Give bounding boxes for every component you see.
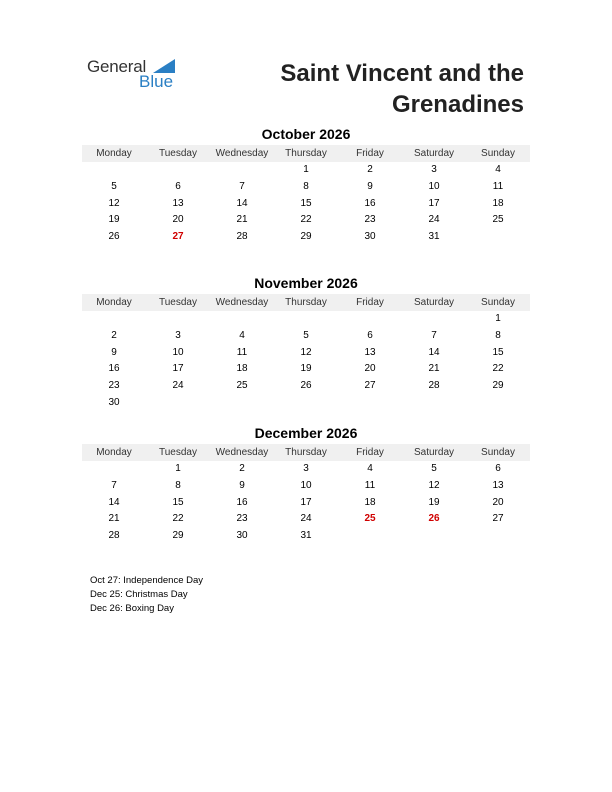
weekday-label: Thursday [285,148,327,159]
weekday-label: Wednesday [215,297,269,308]
day-cell: 20 [364,363,376,375]
weekday-header-row [82,444,530,461]
week-row [82,361,530,378]
page-title [194,58,524,120]
week-row [82,345,530,362]
day-cell: 22 [492,363,504,375]
day-cell [338,528,402,545]
day-cell: 2 [111,329,117,341]
day-cell: 24 [428,214,440,226]
day-cell: 16 [108,363,120,375]
day-cell: 30 [108,396,120,408]
week-row [82,311,530,328]
day-cell: 28 [236,231,248,243]
day-cell: 20 [172,214,184,226]
day-cell: 4 [367,463,373,474]
day-cell: 22 [300,214,312,226]
day-cell: 23 [364,214,376,226]
day-cell: 30 [364,231,376,243]
day-cell: 14 [108,496,120,508]
day-cell: 26 [108,231,120,243]
day-cell: 23 [108,380,120,392]
week-row [82,478,530,495]
day-cell: 1 [175,463,181,474]
logo-general-text: General [87,57,147,76]
month-october [82,125,530,246]
weekday-label: Saturday [413,447,455,458]
day-cell: 6 [495,463,501,474]
weekday-label: Thursday [285,447,327,458]
day-cell: 15 [300,197,312,209]
day-cell: 8 [303,180,309,192]
day-cell: 23 [236,513,248,525]
day-cell [466,395,530,412]
month-november [82,274,530,412]
day-cell: 2 [239,463,245,474]
day-cell: 5 [303,329,309,341]
day-cell: 3 [303,463,309,474]
day-cell: 14 [428,346,440,358]
day-cell: 17 [428,197,440,209]
holiday-day-cell: 27 [172,231,184,243]
logo-triangle-icon [153,59,175,73]
day-cell [210,395,274,412]
month-title: November 2026 [254,275,358,291]
day-cell [402,528,466,545]
weekday-label: Saturday [413,148,455,159]
day-cell [146,395,210,412]
day-cell: 8 [495,329,501,341]
weekday-label: Tuesday [159,297,197,308]
day-cell [466,528,530,545]
day-cell: 5 [431,463,437,474]
day-cell: 26 [300,380,312,392]
day-cell: 25 [492,214,504,226]
day-cell: 6 [175,180,181,192]
holiday-day-cell: 26 [428,513,440,525]
day-cell [402,395,466,412]
day-cell: 29 [492,380,504,392]
day-cell [466,229,530,246]
day-cell: 10 [172,346,184,358]
day-cell [82,311,146,328]
day-cell: 21 [108,513,120,525]
day-cell [146,311,210,328]
day-cell: 18 [236,363,248,375]
day-cell: 6 [367,329,373,341]
week-row [82,528,530,545]
day-cell: 24 [300,513,312,525]
day-cell: 19 [428,496,440,508]
day-cell: 17 [300,496,312,508]
day-cell: 31 [428,231,440,243]
logo-blue-text: Blue [139,72,174,91]
week-row [82,229,530,246]
day-cell: 31 [300,530,312,542]
day-cell: 27 [492,513,504,525]
day-cell: 10 [300,479,312,491]
week-row [82,212,530,229]
day-cell: 27 [364,380,376,392]
day-cell: 1 [303,164,309,175]
day-cell: 28 [108,530,120,542]
day-cell [210,162,274,179]
day-cell: 9 [239,479,245,491]
weekday-header-row [82,294,530,311]
day-cell [402,311,466,328]
day-cell: 16 [364,197,376,209]
day-cell: 12 [300,346,312,358]
weekday-label: Monday [96,148,132,159]
day-cell: 17 [172,363,184,375]
day-cell: 1 [495,313,501,324]
week-row [82,196,530,213]
weekday-label: Thursday [285,297,327,308]
weekday-label: Wednesday [215,148,269,159]
day-cell: 15 [172,496,184,508]
day-cell [274,395,338,412]
holiday-item: Dec 25: Christmas Day [90,589,188,600]
month-december [82,424,530,545]
day-cell: 4 [495,164,501,175]
weekday-label: Monday [96,447,132,458]
day-cell: 29 [172,530,184,542]
day-cell: 19 [300,363,312,375]
holiday-list [90,574,203,616]
holiday-item: Oct 27: Independence Day [90,575,204,586]
weekday-label: Sunday [481,297,515,308]
day-cell: 11 [364,479,376,491]
day-cell: 16 [236,496,248,508]
day-cell: 13 [364,346,376,358]
week-row [82,328,530,345]
day-cell: 3 [431,164,437,175]
weekday-label: Friday [356,447,384,458]
month-title: December 2026 [254,425,358,441]
day-cell [82,461,146,478]
day-cell: 22 [172,513,184,525]
week-row [82,461,530,478]
day-cell: 8 [175,479,181,491]
holiday-day-cell: 25 [364,513,376,525]
day-cell: 5 [111,180,117,192]
day-cell: 21 [236,214,248,226]
day-cell: 13 [492,479,504,491]
day-cell: 7 [111,479,117,491]
day-cell: 2 [367,164,373,175]
weekday-label: Friday [356,148,384,159]
day-cell: 29 [300,231,312,243]
day-cell: 10 [428,180,440,192]
weekday-label: Saturday [413,297,455,308]
weekday-label: Monday [96,297,132,308]
day-cell: 25 [236,380,248,392]
day-cell [210,311,274,328]
day-cell: 15 [492,346,504,358]
week-row [82,511,530,528]
week-row [82,162,530,179]
title-line-2: Grenadines [391,91,524,118]
day-cell [82,162,146,179]
weekday-label: Sunday [481,447,515,458]
day-cell: 14 [236,197,248,209]
day-cell [146,162,210,179]
day-cell: 20 [492,496,504,508]
week-row [82,395,530,412]
generalblue-logo [87,57,187,93]
month-title: October 2026 [261,126,351,142]
day-cell: 9 [111,346,117,358]
day-cell [338,311,402,328]
day-cell: 7 [239,180,245,192]
day-cell: 4 [239,329,245,341]
day-cell: 7 [431,329,437,341]
weekday-label: Tuesday [159,447,197,458]
day-cell: 9 [367,180,373,192]
day-cell: 12 [428,479,440,491]
weekday-label: Sunday [481,148,515,159]
week-row [82,378,530,395]
day-cell: 12 [108,197,120,209]
day-cell [338,395,402,412]
day-cell [274,311,338,328]
day-cell: 3 [175,329,181,341]
weekday-label: Friday [356,297,384,308]
weekday-label: Tuesday [159,148,197,159]
day-cell: 30 [236,530,248,542]
holiday-item: Dec 26: Boxing Day [90,603,174,614]
day-cell: 24 [172,380,184,392]
day-cell: 18 [492,197,504,209]
week-row [82,495,530,512]
weekday-label: Wednesday [215,447,269,458]
week-row [82,179,530,196]
day-cell: 11 [236,346,248,358]
title-line-1: Saint Vincent and the [280,60,524,87]
day-cell: 18 [364,496,376,508]
day-cell: 11 [492,180,504,192]
day-cell: 19 [108,214,120,226]
day-cell: 13 [172,197,184,209]
weekday-header-row [82,145,530,162]
day-cell: 28 [428,380,440,392]
day-cell: 21 [428,363,440,375]
